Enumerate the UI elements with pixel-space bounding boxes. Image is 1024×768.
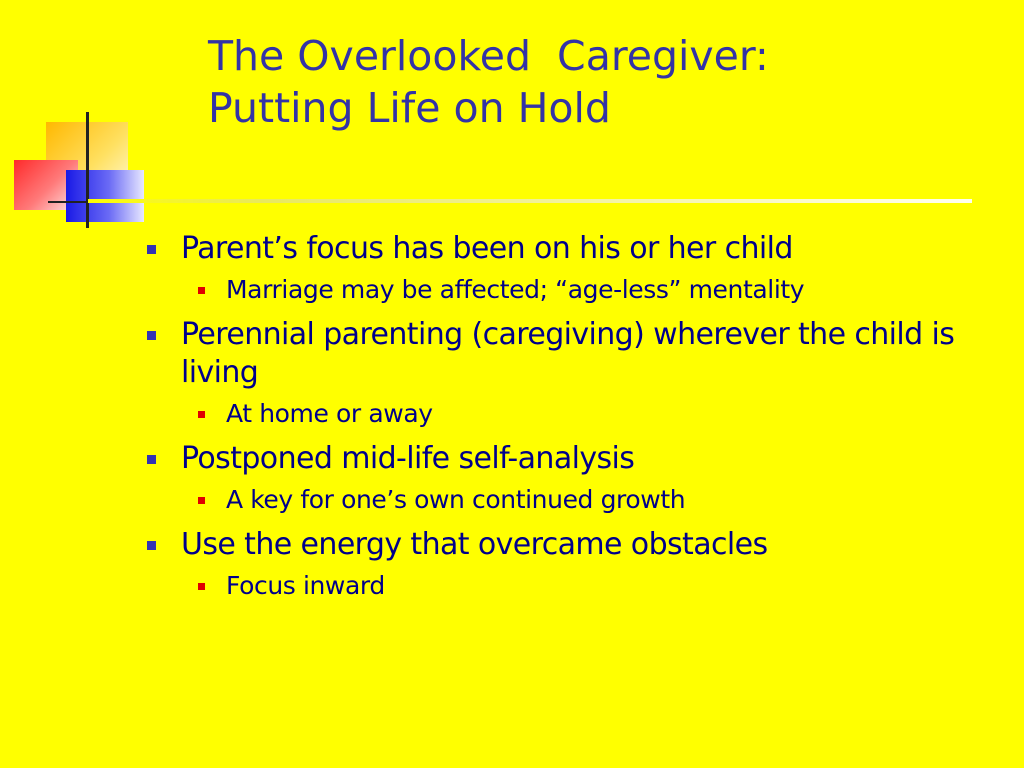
sub-bullet-text: A key for one’s own continued growth <box>226 485 686 514</box>
square-bullet-icon <box>147 541 156 550</box>
sub-bullet-item <box>144 570 1004 602</box>
sub-bullet-text: At home or away <box>226 399 433 428</box>
red-square-bullet-icon <box>198 583 205 590</box>
bullet-item <box>144 526 1004 564</box>
sub-bullet-item <box>144 484 1004 516</box>
bullet-text: Parent’s focus has been on his or her child <box>181 231 793 266</box>
bullet-item <box>144 230 1004 268</box>
red-square-bullet-icon <box>198 411 205 418</box>
sub-bullet-item <box>144 274 1004 306</box>
bullet-text: Perennial parenting (caregiving) wherever the child is living <box>181 317 955 390</box>
bullet-list <box>144 230 1004 612</box>
slide-title <box>208 30 988 134</box>
square-bullet-icon <box>147 245 156 254</box>
blue-square-decoration <box>66 170 144 222</box>
bullet-text: Postponed mid-life self-analysis <box>181 441 635 476</box>
square-bullet-icon <box>147 331 156 340</box>
red-square-bullet-icon <box>198 497 205 504</box>
sub-bullet-item <box>144 398 1004 430</box>
bullet-item <box>144 316 1004 392</box>
sub-bullet-text: Focus inward <box>226 571 385 600</box>
red-square-bullet-icon <box>198 287 205 294</box>
title-underline-rule <box>88 199 972 203</box>
title-line-2: Putting Life on Hold <box>208 84 611 132</box>
vertical-line-decoration <box>86 112 89 228</box>
title-line-1: The Overlooked Caregiver: <box>208 32 769 80</box>
sub-bullet-text: Marriage may be affected; “age-less” mentality <box>226 275 805 304</box>
decorative-squares-logo <box>0 0 160 240</box>
square-bullet-icon <box>147 455 156 464</box>
bullet-text: Use the energy that overcame obstacles <box>181 527 768 562</box>
bullet-item <box>144 440 1004 478</box>
